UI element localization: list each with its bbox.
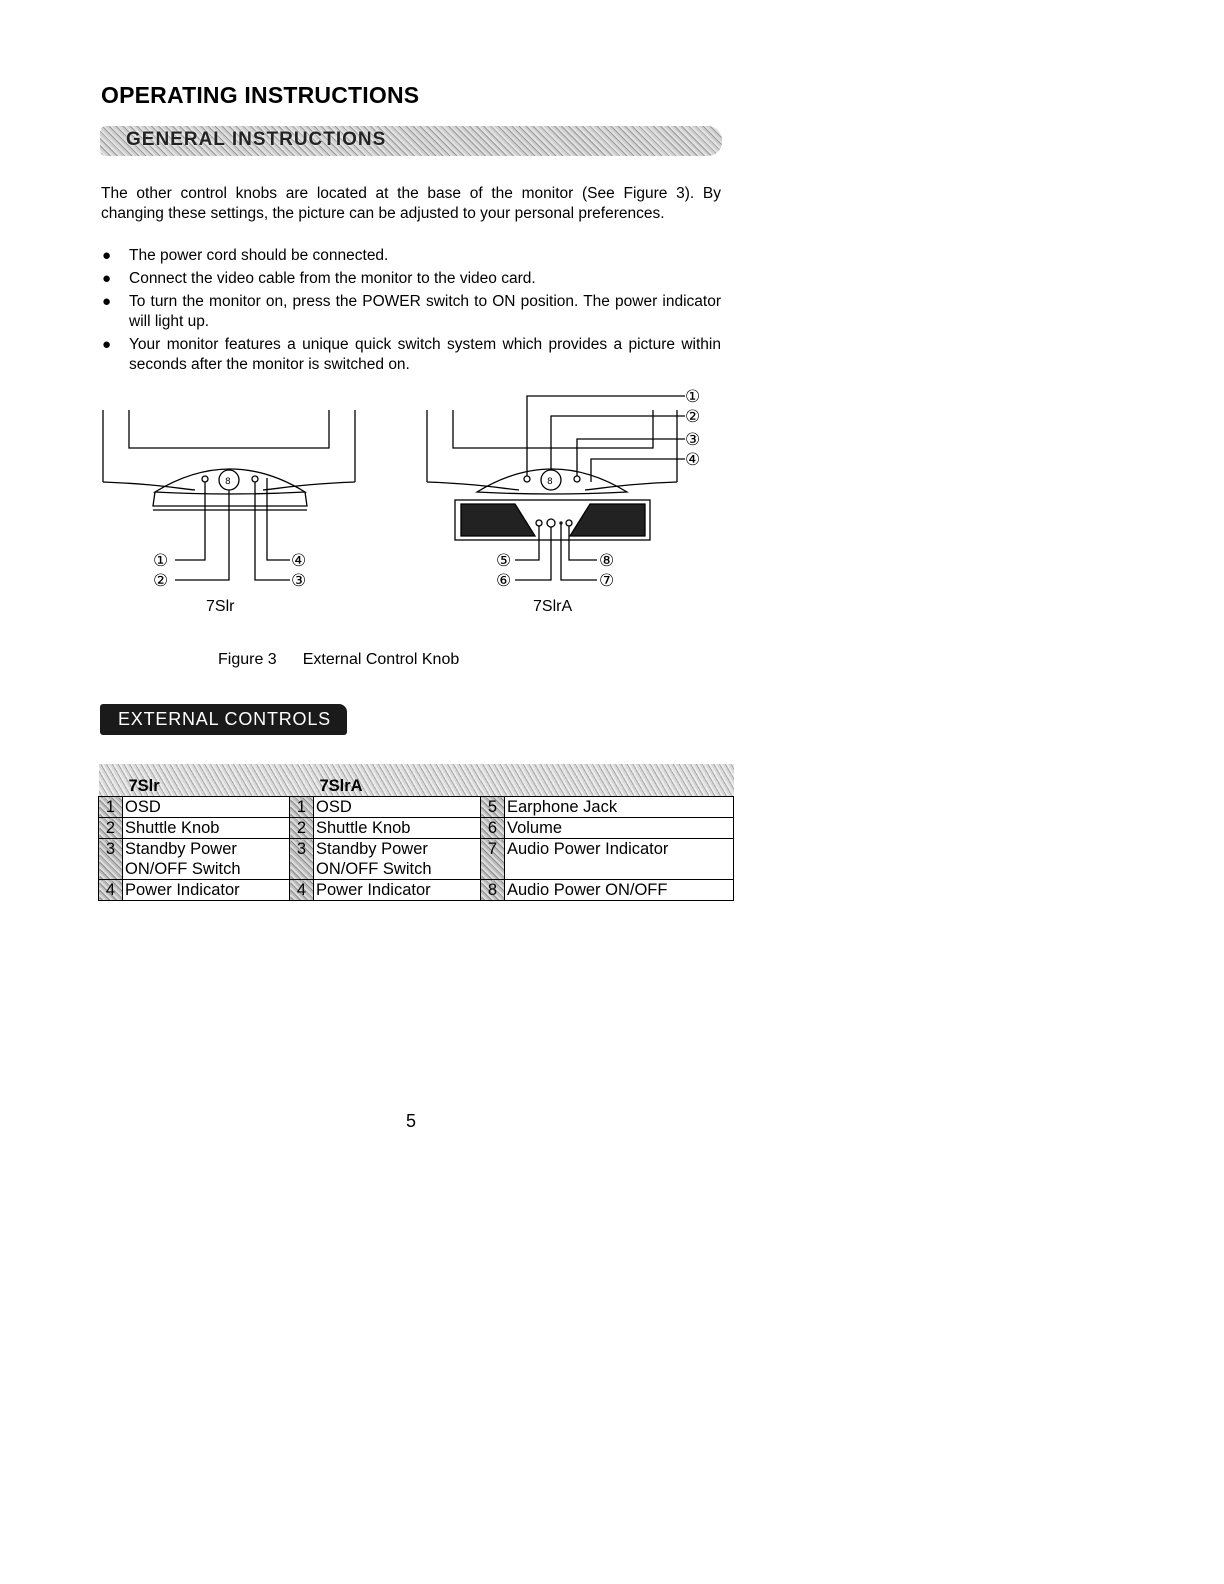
table-cell-number: 7	[481, 839, 505, 880]
bullet-icon: ●	[102, 293, 112, 310]
list-item-text: Your monitor features a unique quick switch system which provides a picture within seconds after the monitor is switched on.	[129, 336, 721, 373]
table-cell-number: 4	[99, 880, 123, 901]
callout-5: ⑤	[496, 551, 512, 571]
table-cell: Standby Power ON/OFF Switch	[123, 839, 290, 880]
page-title: OPERATING INSTRUCTIONS	[101, 82, 420, 108]
table-row	[99, 818, 734, 839]
table-cell: Earphone Jack	[505, 797, 734, 818]
figure-caption-text: External Control Knob	[302, 651, 460, 668]
list-item	[101, 335, 721, 375]
list-item-text: Connect the video cable from the monitor to the video card.	[129, 270, 536, 287]
callout-8: ⑧	[599, 551, 615, 571]
monitor-7slra-drawing	[427, 396, 685, 580]
table-header-7slra: 7SlrA	[290, 764, 481, 797]
table-header-blank	[481, 764, 734, 797]
external-controls-table	[98, 764, 734, 901]
page-number: 5	[406, 1111, 417, 1131]
general-instructions-heading: GENERAL INSTRUCTIONS	[126, 129, 387, 150]
callout-2: ②	[153, 571, 169, 591]
table-cell: Standby Power ON/OFF Switch	[314, 839, 481, 880]
table-cell-number: 4	[290, 880, 314, 901]
model-label-7slra: 7SlrA	[533, 598, 573, 615]
table-cell: OSD	[123, 797, 290, 818]
callout-1: ①	[153, 551, 169, 571]
table-cell: Power Indicator	[123, 880, 290, 901]
table-cell-number: 1	[99, 797, 123, 818]
figure-number: Figure 3	[218, 651, 277, 668]
table-cell-number: 2	[290, 818, 314, 839]
table-cell-number: 3	[99, 839, 123, 880]
callout-4: ④	[685, 450, 701, 470]
table-cell-number: 6	[481, 818, 505, 839]
model-label-7slr: 7Slr	[206, 598, 235, 615]
table-cell: Shuttle Knob	[123, 818, 290, 839]
monitor-controls-figure	[95, 384, 735, 599]
callout-4: ④	[291, 551, 307, 571]
list-item	[101, 269, 721, 289]
bullet-icon: ●	[102, 247, 112, 264]
table-cell-number: 2	[99, 818, 123, 839]
table-cell-number: 3	[290, 839, 314, 880]
table-cell-number: 1	[290, 797, 314, 818]
external-controls-banner: EXTERNAL CONTROLS	[100, 704, 347, 735]
list-item-text: To turn the monitor on, press the POWER switch to ON position. The power indicator will light up.	[129, 293, 721, 330]
general-instructions-banner	[100, 126, 722, 156]
callout-3: ③	[685, 430, 701, 450]
callout-6: ⑥	[496, 571, 512, 591]
callout-2: ②	[685, 407, 701, 427]
table-cell: Shuttle Knob	[314, 818, 481, 839]
bullet-icon: ●	[102, 270, 112, 287]
intro-paragraph: The other control knobs are located at the base of the monitor (See Figure 3). By changing these settings, the picture can be adjusted to your personal preferences.	[101, 185, 721, 222]
instruction-list	[101, 246, 721, 378]
table-cell: Volume	[505, 818, 734, 839]
list-item	[101, 292, 721, 332]
table-row	[99, 880, 734, 901]
callout-1: ①	[685, 387, 701, 407]
table-row	[99, 839, 734, 880]
table-row	[99, 797, 734, 818]
table-header-row	[99, 764, 734, 797]
table-cell-number: 8	[481, 880, 505, 901]
list-item-text: The power cord should be connected.	[129, 247, 389, 264]
table-cell: Audio Power Indicator	[505, 839, 734, 880]
table-cell: OSD	[314, 797, 481, 818]
figure-caption	[218, 651, 459, 669]
table-cell: Audio Power ON/OFF	[505, 880, 734, 901]
bullet-icon: ●	[102, 336, 112, 353]
table-cell: Power Indicator	[314, 880, 481, 901]
monitor-7slr-drawing	[103, 410, 355, 580]
table-cell-number: 5	[481, 797, 505, 818]
callout-7: ⑦	[599, 571, 615, 591]
svg-text:8: 8	[225, 477, 231, 487]
list-item	[101, 246, 721, 266]
table-header-7slr: 7Slr	[99, 764, 290, 797]
svg-text:8: 8	[547, 477, 553, 487]
callout-3: ③	[291, 571, 307, 591]
